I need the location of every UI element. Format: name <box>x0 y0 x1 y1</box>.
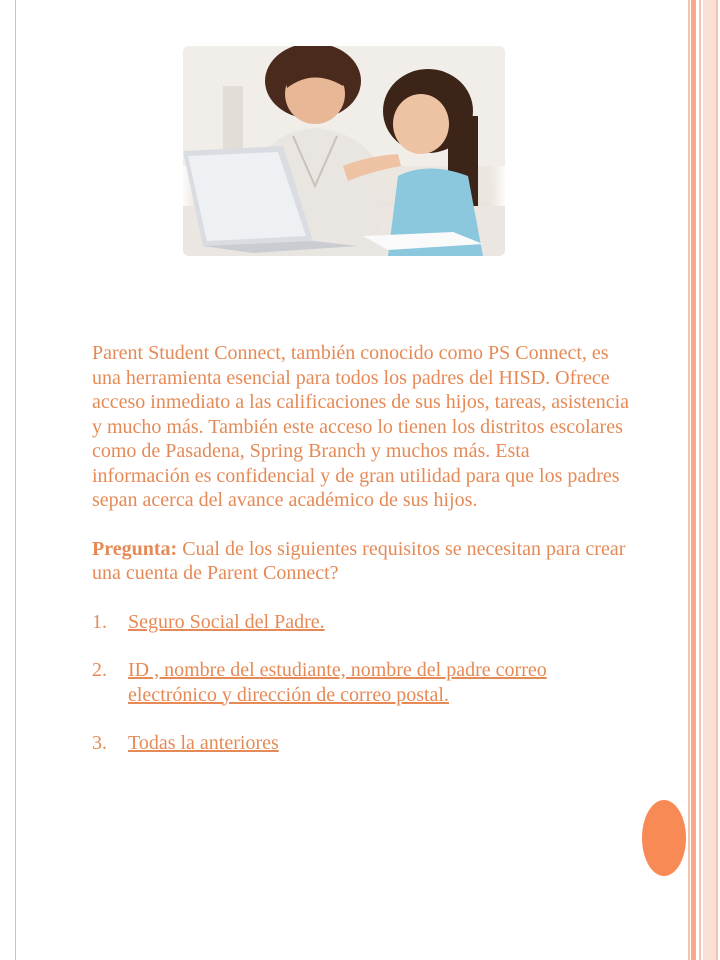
right-stripe <box>703 0 716 960</box>
right-stripe <box>691 0 696 960</box>
photo-illustration <box>183 46 505 256</box>
decorative-oval <box>642 800 686 876</box>
question-label: Pregunta: <box>92 537 178 560</box>
answer-item <box>92 610 632 635</box>
right-stripe <box>699 0 701 960</box>
mother-daughter-laptop-photo <box>183 46 505 256</box>
answer-link-2[interactable]: ID , nombre del estudiante, nombre del padre correo electrónico y dirección de correo postal. <box>128 659 547 706</box>
answer-number: 3. <box>92 732 107 754</box>
question-text: Cual de los siguientes requisitos se necesitan para crear una cuenta de Parent Connect? <box>92 537 626 584</box>
answer-item <box>92 658 632 707</box>
right-stripe <box>716 0 718 960</box>
left-border-line <box>15 0 16 960</box>
answer-link-3[interactable]: Todas la anteriores <box>128 732 279 754</box>
right-stripe <box>688 0 690 960</box>
question <box>92 537 632 586</box>
answer-link-1[interactable]: Seguro Social del Padre. <box>128 610 325 633</box>
answer-item <box>92 731 632 756</box>
answer-list <box>92 610 632 756</box>
intro-paragraph: Parent Student Connect, también conocido como PS Connect, es una herramienta esencial para todos los padres del HISD. Ofrece acceso inmediato a las calificaciones de sus hijos, tareas, asistencia y mucho más. También este acceso lo tienen los distritos escolares como de Pasadena, Spring Branch y muchos más. Esta información es confidencial y de gran utilidad para que los padres sepan acerca del avance académico de sus hijos. <box>92 342 630 511</box>
slide-content <box>92 341 632 780</box>
answer-number: 1. <box>92 610 107 633</box>
answer-number: 2. <box>92 659 107 681</box>
